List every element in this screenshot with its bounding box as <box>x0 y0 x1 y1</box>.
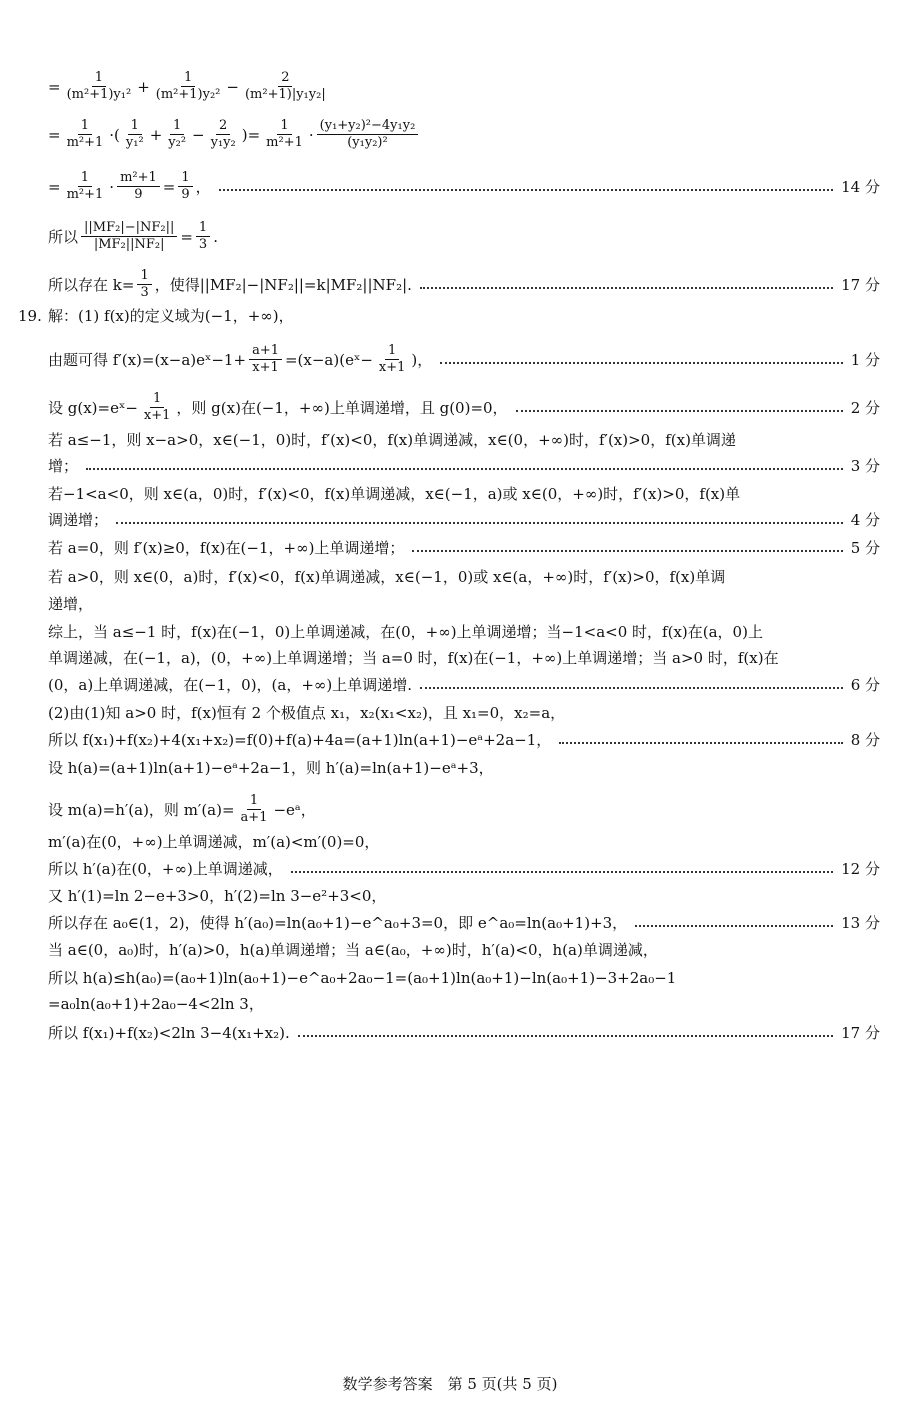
fraction: $\frac{a+1}{x+1}$ <box>249 343 282 376</box>
score-label: 1 分 <box>850 350 880 369</box>
score-label: 8 分 <box>850 731 880 749</box>
eq-line-5: 所以存在 k= $\frac{1}{3}$ ，使得||MF₂|−|NF₂||=k|MF₂||NF₂|. 17 分 <box>48 268 880 300</box>
text-line: 若 a=0，则 f′(x)≥0，f(x)在(−1，+∞)上单调递增； 5 分 <box>48 539 880 557</box>
leader-dots <box>559 742 842 744</box>
leader-dots <box>298 1035 833 1037</box>
fraction: $\frac{1}{x+1}$ <box>143 391 171 423</box>
fraction: $\frac{1}{\text{(m²+1)y₂²}}$ <box>155 70 221 102</box>
score-label: 17 分 <box>841 275 880 294</box>
fraction: $\frac{1}{3}$ <box>196 220 210 253</box>
text-line: 递增， <box>48 595 94 613</box>
text-line: 所以 h(a)≤h(a₀)=(a₀+1)ln(a₀+1)−e^a₀+2a₀−1=(a₀+1)ln(a₀+1)−ln(a₀+1)−3+2a₀−1 <box>48 969 677 987</box>
eq-line-3: = $\frac{1}{\text{m²+1}}$ · $\frac{\text{m²+1}}{9}$ = $\frac{1}{9}$ ， 14 分 <box>48 170 880 202</box>
leader-dots <box>86 468 843 470</box>
fraction: $\frac{1}{\text{(m²+1)y₁²}}$ <box>66 70 132 102</box>
fraction: $\frac{1}{a+1}$ <box>240 793 268 825</box>
eq-line-2: = $\frac{1}{\text{m²+1}}$ ·( $\frac{1}{\text{y₁²}}$ + $\frac{1}{\text{y₂²}}$ − $\frac{2}{\text{y₁y₂}}$ )= $\frac{1}{\text{m²+1}}$ · $\frac{\text{(y₁+y₂)²−4y₁y₂}}{\text{(y₁y₂)²}}$ <box>48 118 880 151</box>
leader-dots <box>116 522 843 524</box>
fraction: $\frac{1}{\text{y₂²}}$ <box>168 118 187 150</box>
leader-dots <box>420 287 833 289</box>
text-line: 增； 3 分 <box>48 457 880 475</box>
leader-dots <box>219 189 834 191</box>
page-footer: 数学参考答案 第 5 页(共 5 页) <box>342 1375 558 1393</box>
text-line: 单调递减，在(−1，a)，(0，+∞)上单调递增；当 a=0 时，f(x)在(−1，+∞)上单调递增；当 a>0 时，f(x)在 <box>48 649 779 667</box>
text-line: 设 g(x)=eˣ− $\frac{1}{x+1}$ ，则 g(x)在(−1，+∞)上单调递增，且 g(0)=0， 2 分 <box>48 391 880 423</box>
leader-dots <box>412 550 842 552</box>
leader-dots <box>635 925 833 927</box>
text-line: 所以 f(x₁)+f(x₂)<2ln 3−4(x₁+x₂). 17 分 <box>48 1024 880 1042</box>
text-line: 当 a∈(0，a₀)时，h′(a)>0，h(a)单调递增；当 a∈(a₀，+∞)时，h′(a)<0，h(a)单调递减， <box>48 941 658 959</box>
eq-line-1: = $\frac{1}{\text{(m²+1)y₁²}}$ + $\frac{1}{\text{(m²+1)y₂²}}$ − $\frac{2}{\text{(m²+1)|y₁y₂|}}$ <box>48 70 880 103</box>
text-line: 综上，当 a≤−1 时，f(x)在(−1，0)上单调递减，在(0，+∞)上单调递增；当−1<a<0 时，f(x)在(a，0)上 <box>48 623 763 641</box>
fraction: $\frac{2}{\text{y₁y₂}}$ <box>210 118 236 150</box>
fraction: $\frac{\text{||MF₂|−|NF₂||}}{\text{|MF₂||NF₂|}}$ <box>81 220 177 253</box>
leader-dots <box>440 362 842 364</box>
leader-dots <box>516 410 843 412</box>
score-label: 14 分 <box>841 177 880 196</box>
text-line: 若 a≤−1，则 x−a>0，x∈(−1，0)时，f′(x)<0，f(x)单调递减，x∈(0，+∞)时，f′(x)>0，f(x)单调递 <box>48 431 736 449</box>
text-line: 由题可得 f′(x)=(x−a)eˣ−1+ $\frac{a+1}{x+1}$ =(x−a)(eˣ− $\frac{1}{x+1}$ )， 1 分 <box>48 343 880 375</box>
score-label: 4 分 <box>850 511 880 529</box>
score-label: 3 分 <box>850 457 880 475</box>
fraction: $\frac{1}{\text{m²+1}}$ <box>66 170 104 202</box>
text-line: m′(a)在(0，+∞)上单调递减，m′(a)<m′(0)=0， <box>48 833 380 851</box>
text-line: 所以 h′(a)在(0，+∞)上单调递减， 12 分 <box>48 860 880 878</box>
fraction: $\frac{\text{m²+1}}{9}$ <box>117 170 160 203</box>
fraction: $\frac{1}{\text{m²+1}}$ <box>266 118 303 150</box>
text-line: (0，a)上单调递减，在(−1，0)，(a，+∞)上单调递增. 6 分 <box>48 676 880 694</box>
fraction: $\frac{1}{x+1}$ <box>378 343 406 375</box>
score-label: 12 分 <box>841 860 880 878</box>
text-line: 所以 f(x₁)+f(x₂)+4(x₁+x₂)=f(0)+f(a)+4a=(a+1)ln(a+1)−eᵃ+2a−1， 8 分 <box>48 731 880 749</box>
text-line: 设 m(a)=h′(a)，则 m′(a)= $\frac{1}{a+1}$ −eᵃ， <box>48 793 316 825</box>
leader-dots <box>420 687 843 689</box>
fraction: $\frac{2}{\text{(m²+1)|y₁y₂|}}$ <box>244 70 326 102</box>
fraction: $\frac{1}{3}$ <box>137 268 151 301</box>
text-line: 若 a>0，则 x∈(0，a)时，f′(x)<0，f(x)单调递减，x∈(−1，0)或 x∈(a，+∞)时，f′(x)>0，f(x)单调 <box>48 568 726 586</box>
question-number: 19. <box>18 307 42 325</box>
fraction: $\frac{1}{9}$ <box>178 170 192 203</box>
fraction: $\frac{\text{(y₁+y₂)²−4y₁y₂}}{\text{(y₁y₂)²}}$ <box>317 118 419 151</box>
score-label: 13 分 <box>841 914 880 932</box>
text-line: 解：(1) f(x)的定义域为(−1，+∞)， <box>48 307 294 325</box>
score-label: 2 分 <box>850 398 880 417</box>
text-line: (2)由(1)知 a>0 时，f(x)恒有 2 个极值点 x₁，x₂(x₁<x₂)，且 x₁=0，x₂=a， <box>48 704 566 722</box>
fraction: $\frac{1}{\text{m²+1}}$ <box>66 118 104 150</box>
score-label: 5 分 <box>850 539 880 557</box>
text-line: 若−1<a<0，则 x∈(a，0)时，f′(x)<0，f(x)单调递减，x∈(−1，a)或 x∈(0，+∞)时，f′(x)>0，f(x)单 <box>48 485 741 503</box>
eq-line-4: 所以 $\frac{\text{||MF₂|−|NF₂||}}{\text{|MF₂||NF₂|}}$ = $\frac{1}{3}$ . <box>48 220 218 252</box>
score-label: 6 分 <box>850 676 880 694</box>
text-line: 调递增； 4 分 <box>48 511 880 529</box>
fraction: $\frac{1}{\text{y₁²}}$ <box>125 118 144 150</box>
leader-dots <box>291 871 833 873</box>
text-line: =a₀ln(a₀+1)+2a₀−4<2ln 3， <box>48 995 264 1013</box>
text-line: 又 h′(1)=ln 2−e+3>0，h′(2)=ln 3−e²+3<0， <box>48 887 387 905</box>
text-line: 设 h(a)=(a+1)ln(a+1)−eᵃ+2a−1，则 h′(a)=ln(a+1)−eᵃ+3， <box>48 759 494 777</box>
text-line: 所以存在 a₀∈(1，2)，使得 h′(a₀)=ln(a₀+1)−e^a₀+3=0，即 e^a₀=ln(a₀+1)+3， 13 分 <box>48 914 880 932</box>
score-label: 17 分 <box>841 1024 880 1042</box>
